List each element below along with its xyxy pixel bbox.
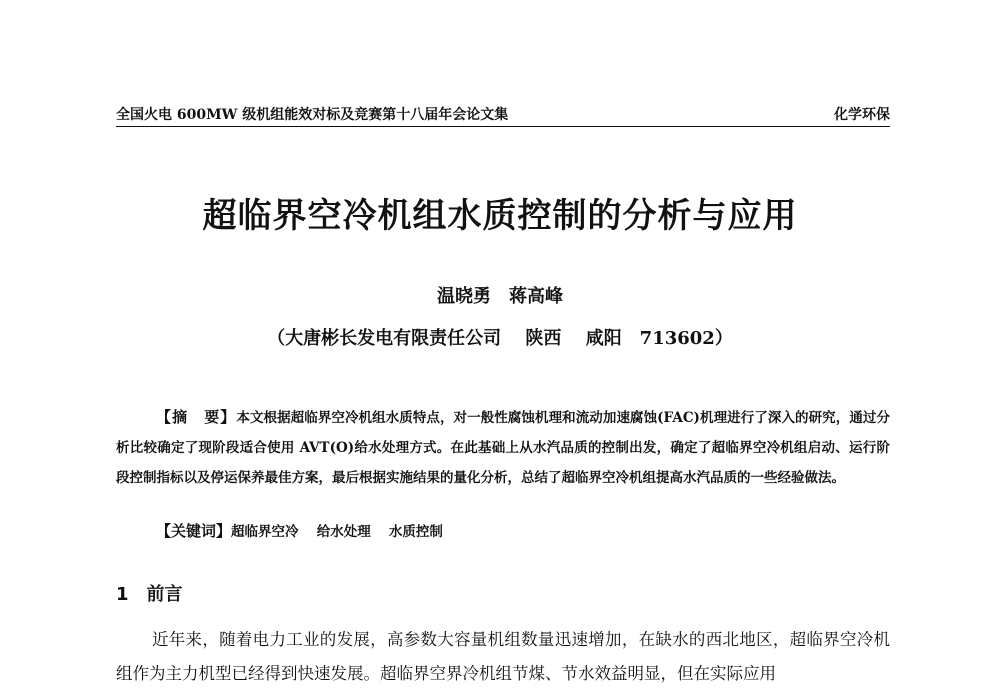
- section-heading: 1 前言: [116, 584, 183, 605]
- header-divider: [116, 126, 890, 127]
- affiliation: （大唐彬长发电有限责任公司 陕西 咸阳 713602）: [267, 328, 733, 349]
- keywords: [156, 520, 890, 541]
- abstract: [116, 402, 890, 493]
- body-paragraph: 近年来，随着电力工业的发展，高参数大容量机组数量迅速增加，在缺水的西北地区，超临界空冷机组作为主力机型已经得到快速发展。超临界空界冷机组节煤、节水效益明显，但在实际应用: [116, 630, 890, 683]
- authors: 温晓勇 蒋高峰: [437, 286, 563, 307]
- running-header: [116, 104, 890, 126]
- keywords-label: 【关键词】: [156, 522, 232, 540]
- abstract-label: 【摘 要】: [156, 408, 237, 426]
- proceedings-title: 全国火电 600MW 级机组能效对标及竞赛第十八届年会论文集: [116, 107, 509, 123]
- abstract-text: 本文根据超临界空冷机组水质特点，对一般性腐蚀机理和流动加速腐蚀(FAC)机理进行了深入的研究，通过分析比较确定了现阶段适合使用 AVT(O)给水处理方式。在此基础上从水汽品质的控制出发，确定了超临界空冷机组启动、运行阶段控制指标以及停运保养最佳方案，最后根据实施结果的量化分析，总结了超临界空冷机组提高水汽品质的一些经验做法。: [116, 410, 890, 486]
- section-category: 化学环保: [834, 107, 890, 123]
- keywords-text: 超临界空冷 给水处理 水质控制: [231, 524, 443, 540]
- paper-title: 超临界空冷机组水质控制的分析与应用: [202, 196, 798, 236]
